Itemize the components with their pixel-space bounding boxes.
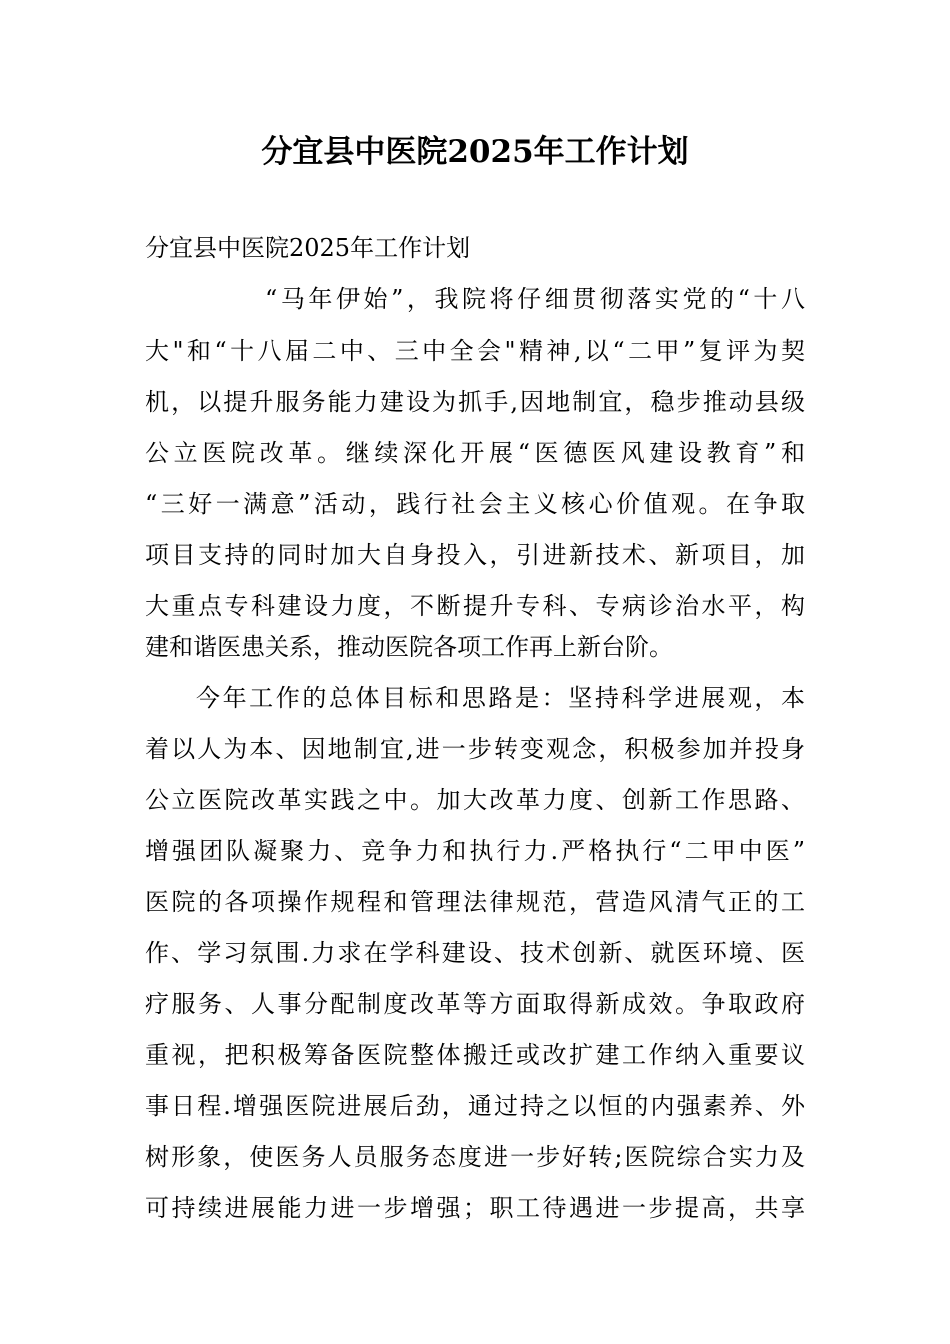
text-line: 疗服务、人事分配制度改革等方面取得新成效。争取政府 [145,990,805,1018]
text-line: 树形象，使医务人员服务态度进一步好转;医院综合实力及 [145,1143,805,1171]
text-line: 机，以提升服务能力建设为抓手,因地制宜，稳步推动县级 [145,388,805,416]
document-title: 分宜县中医院2025年工作计划 [261,134,689,170]
text-line: 增强团队凝聚力、竞争力和执行力.严格执行“二甲中医” [145,837,805,865]
text-line: 大重点专科建设力度，不断提升专科、专病诊治水平，构 [145,592,805,620]
text-line: 可持续进展能力进一步增强；职工待遇进一步提高，共享 [145,1194,805,1222]
text-line: 着以人为本、因地制宜,进一步转变观念，积极参加并投身 [145,735,805,763]
text-line: 公立医院改革。继续深化开展“医德医风建设教育”和 [145,439,805,467]
text-line: 重视，把积极筹备医院整体搬迁或改扩建工作纳入重要议 [145,1041,805,1069]
text-line: 大"和“十八届二中、三中全会"精神,以“二甲”复评为契 [145,337,805,365]
text-line: 公立医院改革实践之中。加大改革力度、创新工作思路、 [145,786,805,814]
document-subtitle: 分宜县中医院2025年工作计划 [145,234,471,262]
text-line: 今年工作的总体目标和思路是：坚持科学进展观，本 [196,684,805,712]
text-line: 建和谐医患关系，推动医院各项工作再上新台阶。 [145,633,673,661]
text-line: “三好一满意”活动，践行社会主义核心价值观。在争取 [145,490,805,518]
text-line: 事日程.增强医院进展后劲，通过持之以恒的内强素养、外 [145,1092,805,1120]
text-line: 医院的各项操作规程和管理法律规范，营造风清气正的工 [145,888,805,916]
text-line: 项目支持的同时加大自身投入，引进新技术、新项目，加 [145,541,805,569]
text-line: 作、学习氛围.力求在学科建设、技术创新、就医环境、医 [145,939,805,967]
text-line: “马年伊始”，我院将仔细贯彻落实党的“十八 [265,285,805,313]
